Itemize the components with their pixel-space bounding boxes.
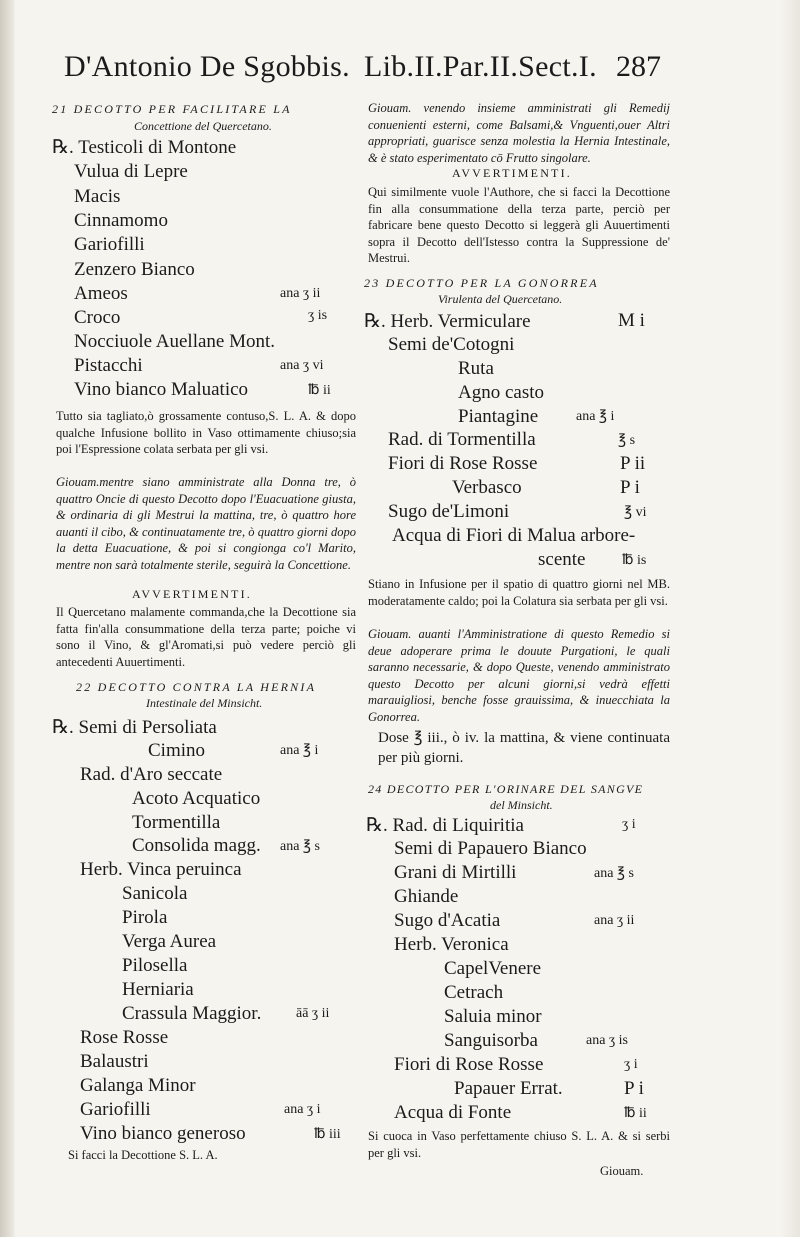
ingredient-name: Ruta xyxy=(458,358,494,379)
ingredient-name: Cinnamomo xyxy=(74,210,168,231)
ingredient-name: Verbasco xyxy=(452,477,522,498)
ingredient-name: Rad. d'Aro seccate xyxy=(80,764,223,785)
recipe-22-closing: Si facci la Decottione S. L. A. xyxy=(68,1148,218,1162)
ingredient-name: Vulua di Lepre xyxy=(74,161,188,182)
ingredient-name: Consolida magg. xyxy=(132,835,261,856)
ingredient-name: Semi di Papauero Bianco xyxy=(394,838,587,859)
ingredient-name: Acqua di Fiori di Malua arbore- xyxy=(392,525,636,546)
recipe-21-usage: Giouam.mentre siano amministrate alla Donna tre, ò quattro Oncie di questo Decotto dopo l'Euacuatione giusta, & ordinaria di gli Mestrui la mattina, tre, ò quattro hore auanti il cibo, & continuatamente tre, ò quattro giorni dopo la detta Euacuatione, & poi si congionga co'l Marito, mentre non sarà totalmente sterile, seguirà la Concettione. xyxy=(56,475,356,572)
ingredient-name: Acoto Acquatico xyxy=(132,788,261,809)
ingredient-name: Acqua di Fonte xyxy=(394,1102,512,1123)
ingredient-name: Grani di Mirtilli xyxy=(394,862,517,883)
recipe-21-title: 21 DECOTTO PER FACILITARE LA xyxy=(52,102,292,116)
ingredient-name: ℞. Testicoli di Montone xyxy=(52,137,237,158)
ingredient-name: Zenzero Bianco xyxy=(74,259,195,280)
ingredient-name: Semi de'Cotogni xyxy=(388,334,515,355)
ingredient-name: Piantagine xyxy=(458,406,539,427)
ingredient-name: Cimino xyxy=(148,740,206,761)
ingredient-name: Rad. di Tormentilla xyxy=(388,429,536,450)
ingredient-dose: āā ʒ ii xyxy=(296,1006,330,1021)
recipe-23-subtitle: Virulenta del Quercetano. xyxy=(438,292,563,306)
ingredient-name: Pilosella xyxy=(122,955,188,976)
ingredient-dose: ana ℥ i xyxy=(280,743,319,758)
recipe-24-title: 24 DECOTTO PER L'ORINARE DEL SANGVE xyxy=(368,782,644,796)
ingredient-name: Sugo de'Limoni xyxy=(388,501,510,522)
ingredient-name: Sanguisorba xyxy=(444,1030,538,1051)
ingredient-name: Pistacchi xyxy=(74,355,143,376)
ingredient-name: Vino bianco generoso xyxy=(80,1123,246,1144)
recipe-21-instructions: Tutto sia tagliato,ò grossamente contuso,S. L. A. & dopo qualche Infusione bollito in Vaso ottimamente chiuso;sia poi l'Espressione colata serbata per gli vsi. xyxy=(56,409,356,456)
ingredient-name: ℞. Rad. di Liquiritia xyxy=(366,815,524,836)
recipe-24-subtitle: del Minsicht. xyxy=(490,798,553,812)
ingredient-name: Crassula Maggior. xyxy=(122,1003,262,1024)
ingredient-dose: ʒ i xyxy=(624,1057,638,1072)
recipe-21-subtitle: Concettione del Quercetano. xyxy=(134,119,272,133)
recipe-21-avvertimenti-heading: AVVERTIMENTI. xyxy=(132,587,252,601)
ingredient-name: ℞. Herb. Vermiculare xyxy=(364,311,531,332)
ingredient-dose: ana ℥ s xyxy=(594,866,634,881)
running-head-left: D'Antonio De Sgobbis. xyxy=(64,50,350,83)
ingredient-dose: ana ℥ i xyxy=(576,409,615,424)
ingredient-name: Balaustri xyxy=(80,1051,149,1072)
ingredient-dose: ℔ ii xyxy=(308,383,331,398)
ingredient-dose: ℔ ii xyxy=(624,1106,647,1121)
ingredient-dose: ana ℥ s xyxy=(280,839,320,854)
recipe-24-closing: Si cuoca in Vaso perfettamente chiuso S. L. A. & si serbi per gli vsi. xyxy=(368,1129,670,1160)
recipe-23-instructions: Stiano in Infusione per il spatio di quattro giorni nel MB. moderatamente caldo; poi la Colatura sia serbata per gli vsi. xyxy=(368,577,670,608)
ingredient-dose: ʒ i xyxy=(622,817,636,832)
ingredient-dose: ℥ s xyxy=(618,433,636,448)
ingredient-name: Gariofilli xyxy=(80,1099,151,1120)
catchword: Giouam. xyxy=(600,1164,644,1178)
ingredient-name: scente xyxy=(538,549,586,570)
ingredient-dose: ana ʒ ii xyxy=(594,913,635,928)
ingredient-dose: P i xyxy=(624,1078,644,1099)
ingredient-dose: ana ʒ ii xyxy=(280,286,321,301)
ingredient-name: Galanga Minor xyxy=(80,1075,196,1096)
recipe-23-dose: Dose ℥ iii., ò iv. la mattina, & viene continuata per più giorni. xyxy=(378,730,670,766)
ingredient-name: Gariofilli xyxy=(74,234,145,255)
recipe-22-title: 22 DECOTTO CONTRA LA HERNIA xyxy=(76,680,317,694)
ingredient-dose: ℔ is xyxy=(622,553,647,568)
ingredient-name: ℞. Semi di Persoliata xyxy=(52,717,217,738)
ingredient-name: Sugo d'Acatia xyxy=(394,910,501,931)
ingredient-dose: ana ʒ is xyxy=(586,1033,628,1048)
ingredient-name: Agno casto xyxy=(458,382,545,403)
ingredient-name: Verga Aurea xyxy=(122,931,217,952)
ingredient-dose: ℥ vi xyxy=(624,505,647,520)
ingredient-name: Cetrach xyxy=(444,982,504,1003)
ingredient-name: Ghiande xyxy=(394,886,459,907)
ingredient-dose: ana ʒ i xyxy=(284,1102,321,1117)
ingredient-dose: P i xyxy=(620,477,640,498)
ingredient-name: Papauer Errat. xyxy=(454,1078,563,1099)
ingredient-name: Sanicola xyxy=(122,883,188,904)
ingredient-dose: ʒ is xyxy=(308,308,328,323)
recipe-23-title: 23 DECOTTO PER LA GONORREA xyxy=(364,276,599,290)
ingredient-name: Croco xyxy=(74,307,121,328)
recipe-22-avvertimenti-text: Qui similmente vuole l'Authore, che si facci la Decottione fin alla consummatione della terza parte, perciò per fabricare bene questo Decotto si leggerà gli Auuertimenti sopra il Decotto dell'Istesso contra la Suppressione de' Mestrui. xyxy=(368,185,670,265)
ingredient-name: Vino bianco Maluatico xyxy=(74,379,249,400)
ingredient-name: Saluia minor xyxy=(444,1006,542,1027)
ingredient-name: Fiori di Rose Rosse xyxy=(388,453,538,474)
ingredient-dose: ana ʒ vi xyxy=(280,358,324,373)
ingredient-name: Rose Rosse xyxy=(80,1027,169,1048)
ingredient-name: Pirola xyxy=(122,907,168,928)
recipe-22-usage: Giouam. venendo insieme amministrati gli Remedij conuenienti esterni, come Balsami,& Vnguenti,ouer Altri appropriati, guarisce senza molestia la Hernia Intestinale, & è stato esperimentato cō Frutto singolare. xyxy=(368,101,670,165)
ingredient-name: Ameos xyxy=(74,283,128,304)
page-gutter xyxy=(0,0,14,1237)
running-head-right: Lib.II.Par.II.Sect.I. xyxy=(364,50,597,83)
ingredient-name: Nocciuole Auellane Mont. xyxy=(74,331,276,352)
recipe-22-avvertimenti-heading: AVVERTIMENTI. xyxy=(452,166,572,180)
ingredient-dose: ℔ iii xyxy=(314,1127,341,1142)
ingredient-name: Herniaria xyxy=(122,979,194,1000)
recipe-22-subtitle: Intestinale del Minsicht. xyxy=(146,696,263,710)
ingredient-name: Herb. Veronica xyxy=(394,934,509,955)
recipe-23-usage: Giouam. auanti l'Amministratione di questo Remedio si deue adoperare prima le douute Purgationi, le quali saranno necessarie, & dopo Queste, venendo amministrato questo Decotto per alcuni giorni,si vedrà effetti marauigliosi, benche fosse grauissima, & inuecchiata la Gonorrea. xyxy=(368,627,670,724)
recipe-21-avvertimenti-text: Il Quercetano malamente commanda,che la Decottione sia fatta fin'alla consummatione della terza parte; poiche vi sono il Vino, & gl'Aromati,si può vedere perciò gli antecedenti Auuertimenti. xyxy=(56,605,356,669)
ingredient-name: CapelVenere xyxy=(444,958,542,979)
ingredient-dose: M i xyxy=(618,310,645,331)
ingredient-name: Tormentilla xyxy=(132,812,221,833)
ingredient-name: Macis xyxy=(74,186,121,207)
page-number: 287 xyxy=(616,50,661,83)
ingredient-name: Fiori di Rose Rosse xyxy=(394,1054,544,1075)
ingredient-dose: P ii xyxy=(620,453,646,474)
ingredient-name: Herb. Vinca peruinca xyxy=(80,859,242,880)
